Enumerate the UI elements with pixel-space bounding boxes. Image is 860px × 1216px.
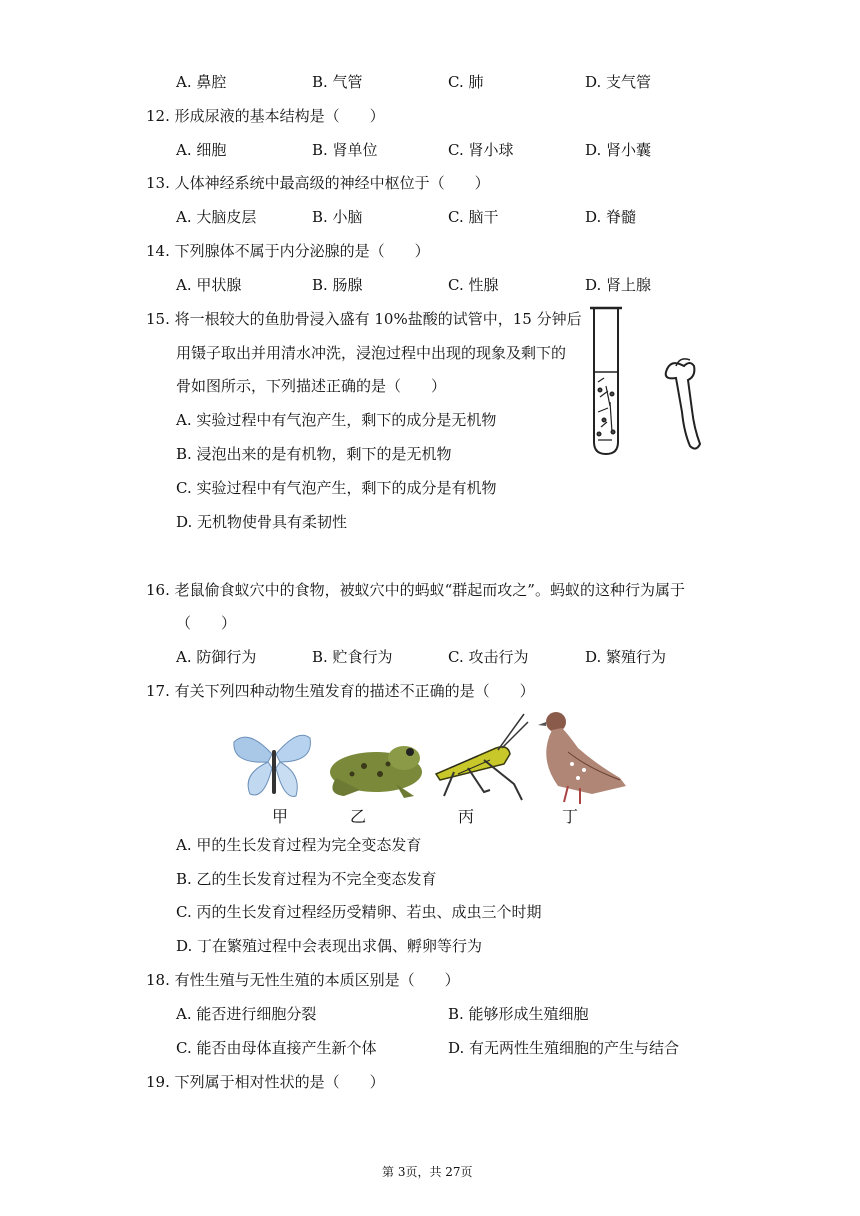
animals-figure — [228, 708, 638, 808]
q15-option-d: D. 无机物使骨具有柔韧性 — [176, 513, 348, 531]
q14-option-d: D. 肾上腺 — [585, 276, 652, 294]
q12-stem: 12. 形成尿液的基本结构是（ ） — [146, 107, 385, 125]
q14-option-c: C. 性腺 — [448, 276, 499, 294]
q12-option-d: D. 肾小囊 — [585, 141, 652, 159]
q15-stem-line-2: 用镊子取出并用清水冲洗，浸泡过程中出现的现象及剩下的 — [176, 344, 567, 362]
q13-option-c: C. 脑干 — [448, 208, 499, 226]
q11-option-a: A. 鼻腔 — [176, 73, 227, 91]
q13-option-b: B. 小脑 — [312, 208, 363, 226]
q15-option-c: C. 实验过程中有气泡产生，剩下的成分是有机物 — [176, 479, 497, 497]
figure-label-yi: 乙 — [350, 807, 367, 826]
q11-option-c: C. 肺 — [448, 73, 484, 91]
frog-icon — [330, 746, 422, 798]
q11-option-b: B. 气管 — [312, 73, 363, 91]
q15-stem-line-3: 骨如图所示，下列描述正确的是（ ） — [176, 377, 447, 395]
q15-option-a: A. 实验过程中有气泡产生，剩下的成分是无机物 — [176, 411, 497, 429]
figure-label-bing: 丙 — [458, 807, 475, 826]
q14-stem: 14. 下列腺体不属于内分泌腺的是（ ） — [146, 242, 430, 260]
test-tube-and-bone-figure — [586, 302, 726, 462]
figure-label-ding: 丁 — [562, 807, 579, 826]
q14-option-a: A. 甲状腺 — [176, 276, 242, 294]
q16-option-c: C. 攻击行为 — [448, 648, 529, 666]
q17-option-b: B. 乙的生长发育过程为不完全变态发育 — [176, 870, 437, 888]
q15-stem-line-1: 15. 将一根较大的鱼肋骨浸入盛有 10%盐酸的试管中，15 分钟后 — [146, 310, 582, 328]
q13-stem: 13. 人体神经系统中最高级的神经中枢位于（ ） — [146, 174, 490, 192]
q12-option-c: C. 肾小球 — [448, 141, 514, 159]
q18-option-d: D. 有无两性生殖细胞的产生与结合 — [448, 1039, 680, 1057]
q17-option-d: D. 丁在繁殖过程中会表现出求偶、孵卵等行为 — [176, 937, 483, 955]
q14-option-b: B. 肠腺 — [312, 276, 363, 294]
q18-option-a: A. 能否进行细胞分裂 — [176, 1005, 317, 1023]
q17-option-a: A. 甲的生长发育过程为完全变态发育 — [176, 836, 422, 854]
q16-stem-line-2: （ ） — [176, 614, 237, 632]
pigeon-icon — [538, 712, 626, 804]
q16-option-a: A. 防御行为 — [176, 648, 257, 666]
q18-option-b: B. 能够形成生殖细胞 — [448, 1005, 589, 1023]
test-tube-icon — [590, 308, 622, 454]
q19-stem: 19. 下列属于相对性状的是（ ） — [146, 1073, 385, 1091]
q17-option-c: C. 丙的生长发育过程经历受精卵、若虫、成虫三个时期 — [176, 903, 542, 921]
q17-stem: 17. 有关下列四种动物生殖发育的描述不正确的是（ ） — [146, 682, 535, 700]
q11-option-d: D. 支气管 — [585, 73, 652, 91]
q18-option-c: C. 能否由母体直接产生新个体 — [176, 1039, 377, 1057]
q16-option-b: B. 贮食行为 — [312, 648, 393, 666]
q16-stem-line-1: 16. 老鼠偷食蚁穴中的食物，被蚁穴中的蚂蚁“群起而攻之”。蚂蚁的这种行为属于 — [146, 581, 685, 599]
q16-option-d: D. 繁殖行为 — [585, 648, 667, 666]
q13-option-d: D. 脊髓 — [585, 208, 637, 226]
q18-stem: 18. 有性生殖与无性生殖的本质区别是（ ） — [146, 971, 460, 989]
q15-option-b: B. 浸泡出来的是有机物，剩下的是无机物 — [176, 445, 452, 463]
q13-option-a: A. 大脑皮层 — [176, 208, 257, 226]
figure-label-jia: 甲 — [272, 807, 289, 826]
q12-option-b: B. 肾单位 — [312, 141, 378, 159]
q12-option-a: A. 细胞 — [176, 141, 227, 159]
butterfly-icon — [234, 735, 311, 796]
grasshopper-icon — [436, 714, 528, 800]
page-footer: 第 3页，共 27页 — [382, 1165, 473, 1179]
bent-bone-icon — [666, 359, 700, 449]
